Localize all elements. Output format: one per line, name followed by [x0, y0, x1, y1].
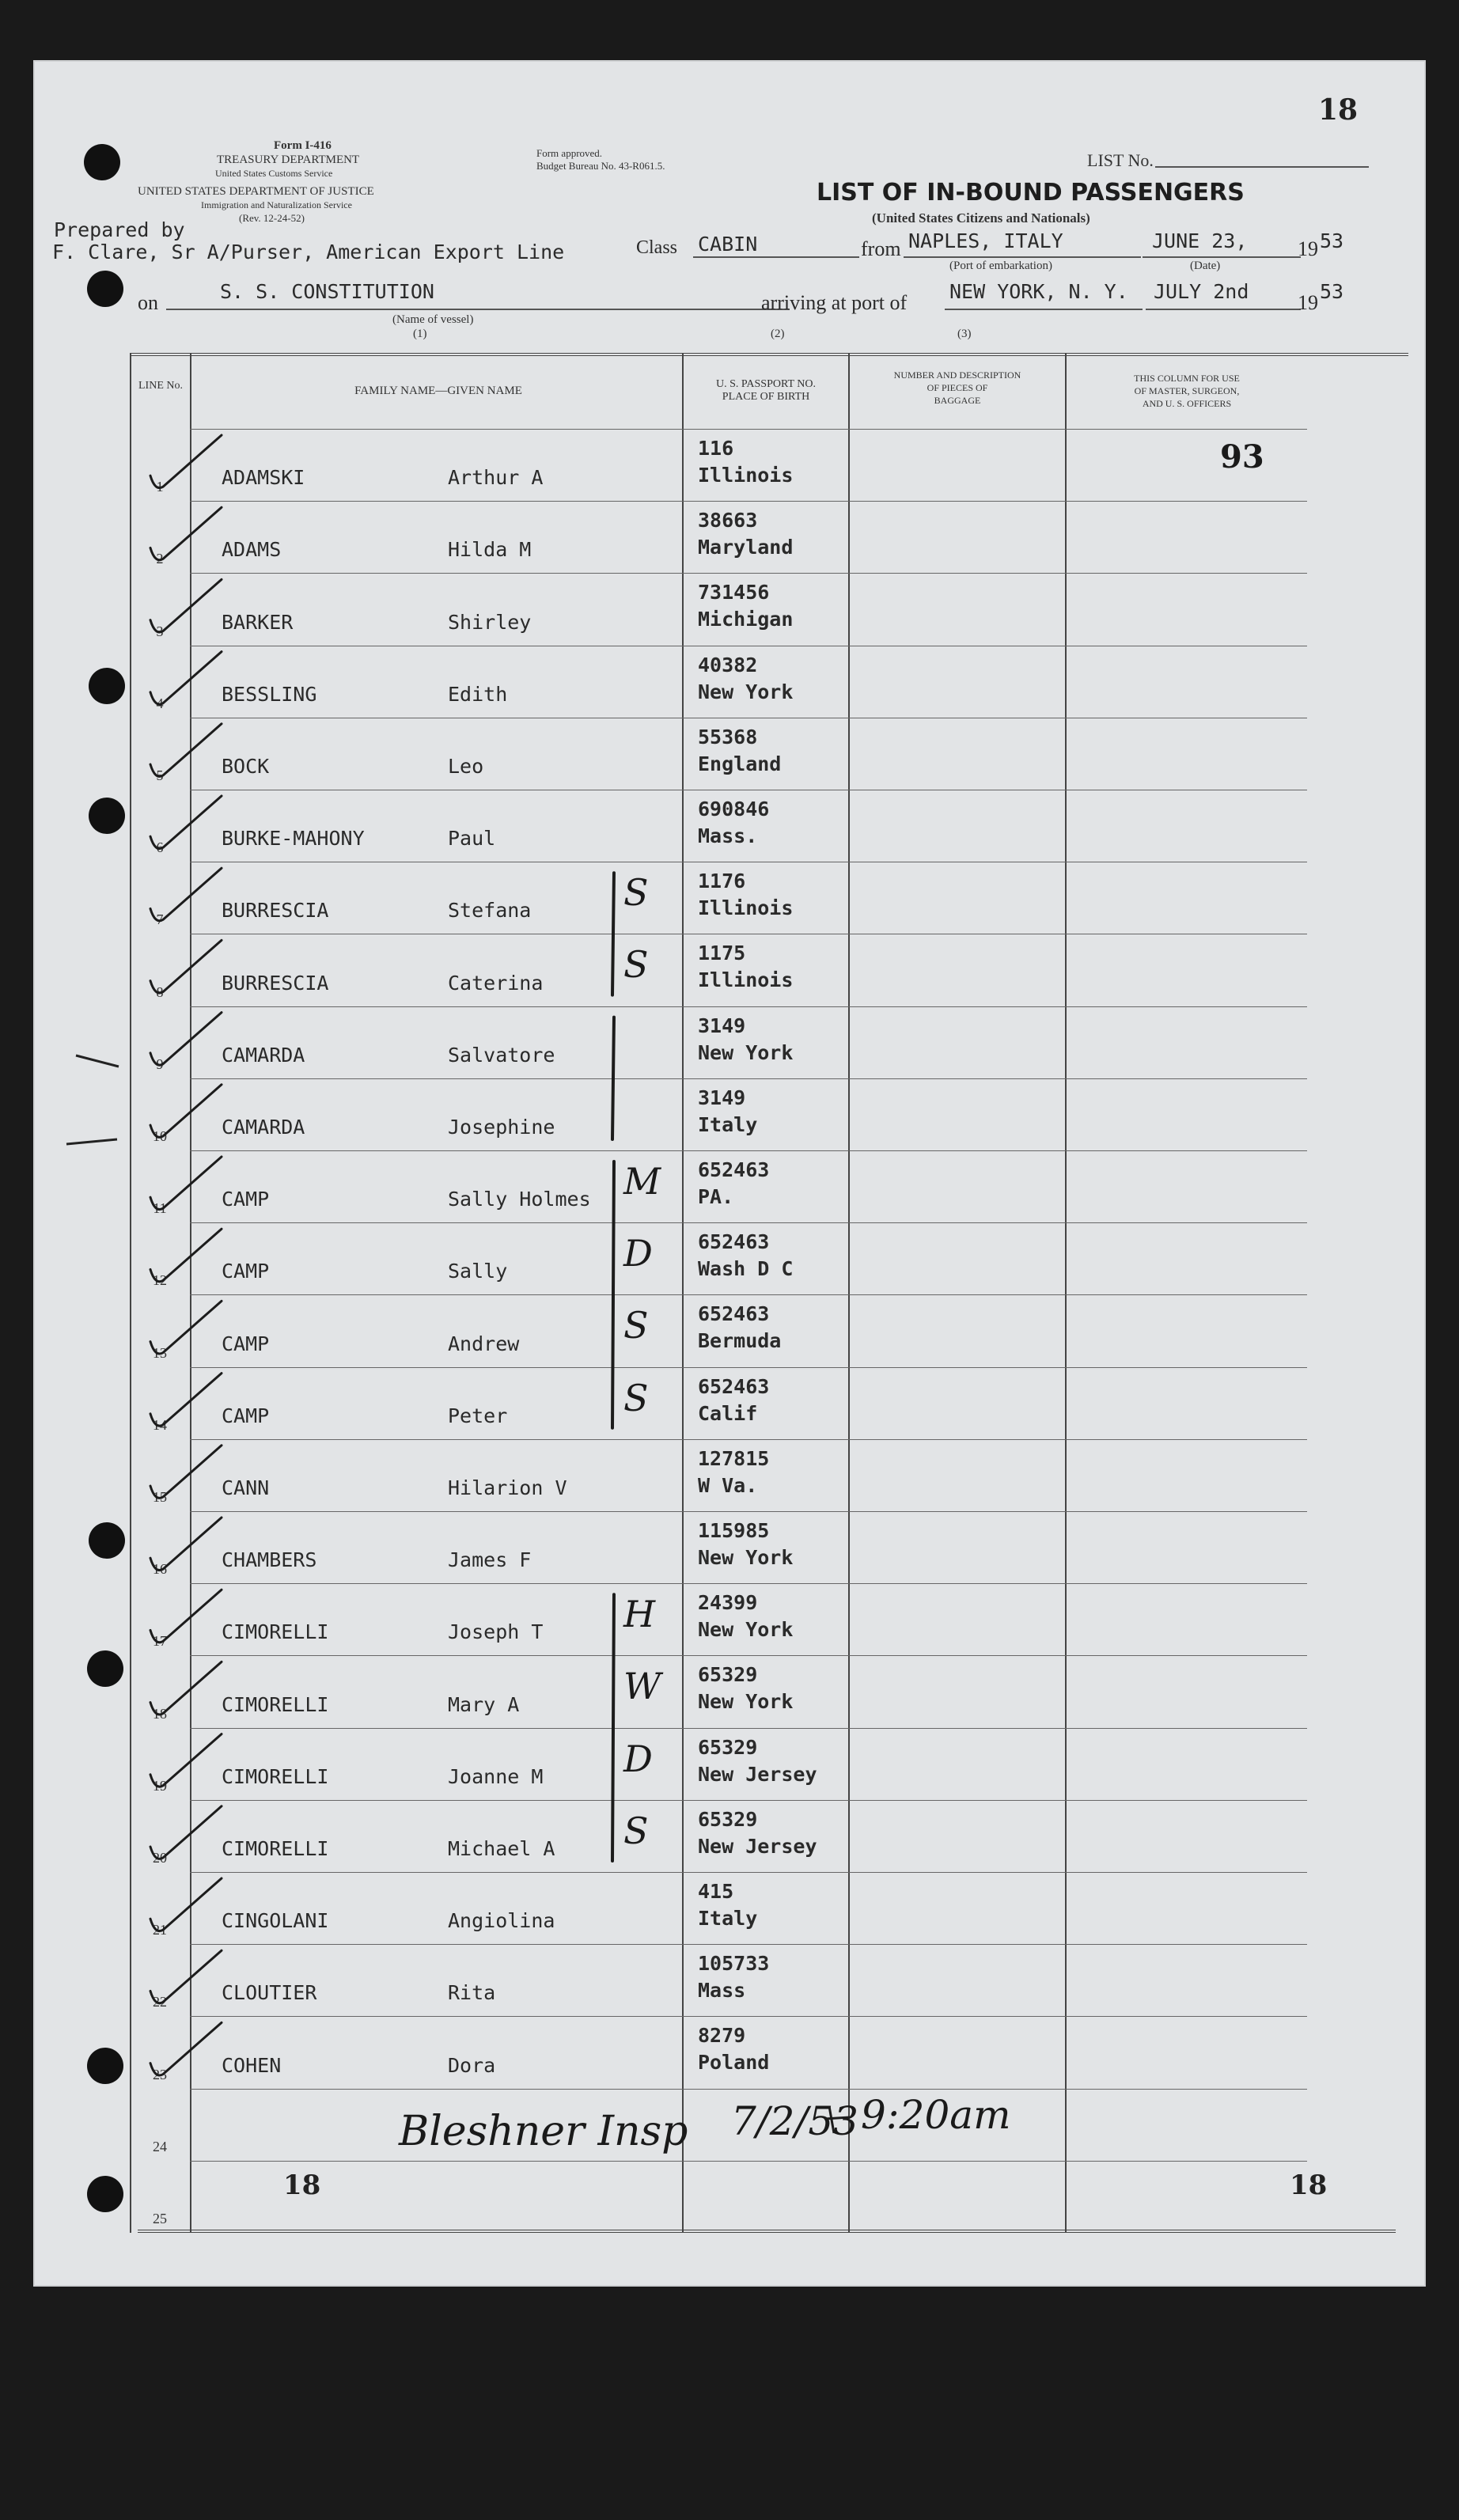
year-suffix: 53 — [1320, 229, 1344, 252]
given-name: Sally — [448, 1260, 508, 1283]
departure-date: JUNE 23, — [1152, 229, 1248, 252]
given-name: Angiolina — [448, 1909, 555, 1933]
place-of-birth: Italy — [698, 1907, 758, 1930]
passport-number: 115985 — [698, 1519, 770, 1542]
line-number: 12 — [153, 1272, 167, 1289]
col-line-no: LINE No. — [138, 380, 183, 392]
form-subtitle: (United States Citizens and Nationals) — [872, 210, 1090, 225]
given-name: Rita — [448, 1981, 496, 2005]
place-of-birth: Illinois — [698, 968, 794, 992]
col-baggage-1: NUMBER AND DESCRIPTION — [893, 369, 1021, 381]
line-number: 4 — [156, 695, 164, 711]
line-number: 17 — [153, 1633, 167, 1650]
passport-number: 3149 — [698, 1014, 746, 1037]
col-passport-2: PLACE OF BIRTH — [722, 391, 810, 403]
family-name: CAMARDA — [222, 1115, 305, 1139]
line-number: 23 — [153, 2066, 167, 2082]
given-name: Andrew — [448, 1332, 520, 1355]
table-row — [35, 2016, 1424, 2088]
place-of-birth: New York — [698, 1618, 794, 1642]
line-number: 5 — [156, 767, 164, 783]
vessel-caption: (Name of vessel) — [392, 313, 474, 326]
family-name: ADAMS — [222, 538, 282, 562]
line-number: 7 — [156, 911, 164, 928]
class-value: CABIN — [698, 233, 758, 256]
from-label: from — [861, 237, 901, 260]
table-row — [35, 1439, 1424, 1511]
given-name: Joseph T — [448, 1620, 544, 1644]
table-row — [35, 429, 1424, 501]
arriving-label: arriving at port of — [761, 291, 908, 314]
table-row — [35, 1655, 1424, 1727]
place-of-birth: Wash D C — [698, 1257, 794, 1281]
family-name: CAMP — [222, 1404, 270, 1427]
table-row — [35, 1222, 1424, 1294]
passport-number: 8279 — [698, 2024, 746, 2048]
family-relation-mark: S — [623, 1376, 649, 1419]
table-row — [35, 1872, 1424, 1944]
given-name: Hilda M — [448, 538, 532, 562]
place-of-birth: New York — [698, 680, 794, 703]
place-of-birth: Calif — [698, 1401, 758, 1425]
passport-number: 652463 — [698, 1230, 770, 1254]
place-of-birth: Bermuda — [698, 1329, 782, 1353]
passport-number: 652463 — [698, 1374, 770, 1398]
table-row — [35, 1150, 1424, 1222]
line-number: 18 — [153, 1705, 167, 1722]
family-relation-mark: S — [623, 871, 649, 915]
passport-number: 1176 — [698, 870, 746, 893]
given-name: Arthur A — [448, 466, 544, 490]
given-name: Mary A — [448, 1692, 520, 1716]
inspector-signature: Bleshner Insp — [399, 2108, 688, 2155]
place-of-birth: New Jersey — [698, 1762, 817, 1786]
caption-3: (3) — [957, 328, 972, 340]
col-officers-3: AND U. S. OFFICERS — [1142, 398, 1232, 409]
line-number: 24 — [153, 2138, 167, 2154]
given-name: Sally Holmes — [448, 1188, 591, 1211]
manifest-page — [35, 62, 1424, 2285]
place-of-birth: New York — [698, 1040, 794, 1064]
family-relation-mark: S — [623, 1304, 649, 1347]
family-name: CINGOLANI — [222, 1909, 329, 1933]
table-row — [35, 1944, 1424, 2016]
passport-number: 652463 — [698, 1158, 770, 1181]
family-relation-mark: M — [623, 1160, 661, 1203]
agency-justice: UNITED STATES DEPARTMENT OF JUSTICE — [138, 185, 374, 198]
family-name: CAMP — [222, 1188, 270, 1211]
place-of-birth: Mass. — [698, 824, 758, 847]
family-name: CHAMBERS — [222, 1548, 317, 1572]
passport-number: 690846 — [698, 798, 770, 820]
line-number: 2 — [156, 551, 164, 567]
form-title: LIST OF IN-BOUND PASSENGERS — [817, 179, 1245, 207]
arrival-port: NEW YORK, N. Y. — [949, 280, 1128, 303]
passport-number: 415 — [698, 1880, 734, 1903]
table-row — [35, 790, 1424, 862]
given-name: Leo — [448, 754, 484, 778]
passport-number: 116 — [698, 437, 734, 460]
passport-number: 40382 — [698, 653, 758, 676]
place-of-birth: Illinois — [698, 896, 794, 920]
prepared-by: F. Clare, Sr A/Purser, American Export Line — [52, 241, 565, 263]
caption-2: (2) — [771, 328, 785, 340]
line-number: 19 — [153, 1777, 167, 1794]
passport-number: 127815 — [698, 1446, 770, 1470]
given-name: James F — [448, 1548, 532, 1572]
family-relation-mark: S — [623, 1809, 649, 1852]
given-name: Michael A — [448, 1836, 555, 1860]
form-approved: Form approved. — [536, 147, 603, 159]
passport-number: 1175 — [698, 942, 746, 965]
family-name: CLOUTIER — [222, 1981, 317, 2005]
line-number: 10 — [153, 1127, 167, 1144]
line-number: 16 — [153, 1561, 167, 1578]
family-name: CAMP — [222, 1260, 270, 1283]
family-name: CIMORELLI — [222, 1620, 329, 1644]
passport-number: 652463 — [698, 1302, 770, 1326]
given-name: Hilarion V — [448, 1476, 567, 1499]
family-name: BURRESCIA — [222, 971, 329, 995]
place-of-birth: Italy — [698, 1112, 758, 1136]
passenger-table — [35, 62, 1424, 2285]
family-name: CAMARDA — [222, 1043, 305, 1067]
given-name: Paul — [448, 827, 496, 851]
line-number: 21 — [153, 1922, 167, 1938]
place-of-birth: Illinois — [698, 464, 794, 487]
inspection-date: 7/2/53 — [731, 2098, 858, 2144]
date-caption: (Date) — [1190, 260, 1221, 272]
given-name: Dora — [448, 2053, 496, 2077]
given-name: Shirley — [448, 610, 532, 634]
col-passport-1: U. S. PASSPORT NO. — [716, 378, 816, 390]
table-row — [35, 1078, 1424, 1150]
prepared-by-label: Prepared by — [54, 218, 185, 241]
given-name: Caterina — [448, 971, 544, 995]
table-row — [35, 1006, 1424, 1078]
given-name: Josephine — [448, 1115, 555, 1139]
line-number: 9 — [156, 1055, 164, 1072]
family-name: BESSLING — [222, 682, 317, 706]
arrival-year-suffix: 53 — [1320, 280, 1344, 303]
arrival-year-prefix: 19 — [1298, 291, 1318, 314]
given-name: Peter — [448, 1404, 508, 1427]
col-officers-1: THIS COLUMN FOR USE — [1134, 373, 1240, 384]
family-relation-mark: D — [623, 1232, 653, 1275]
line-number: 11 — [153, 1200, 167, 1217]
family-name: BURKE-MAHONY — [222, 827, 365, 851]
table-row — [35, 862, 1424, 934]
passport-number: 38663 — [698, 509, 758, 532]
passport-number: 731456 — [698, 581, 770, 604]
place-of-birth: W Va. — [698, 1473, 758, 1497]
form-revision: (Rev. 12-24-52) — [239, 212, 305, 224]
table-row — [35, 1728, 1424, 1800]
col-baggage-2: OF PIECES OF — [927, 382, 988, 393]
line-number: 20 — [153, 1849, 167, 1866]
family-relation-mark: H — [623, 1593, 656, 1636]
list-no-label: LIST No. — [1087, 150, 1154, 170]
given-name: Joanne M — [448, 1764, 544, 1788]
line-number: 1 — [156, 479, 164, 495]
place-of-birth: New York — [698, 1690, 794, 1714]
line-number: 3 — [156, 623, 164, 639]
table-row — [35, 934, 1424, 1006]
family-relation-mark: W — [623, 1665, 661, 1708]
place-of-birth: Mass — [698, 1979, 746, 2003]
table-row — [35, 2089, 1424, 2161]
year-prefix: 19 — [1298, 237, 1318, 260]
place-of-birth: England — [698, 752, 782, 775]
family-name: ADAMSKI — [222, 466, 305, 490]
family-relation-mark: D — [623, 1737, 653, 1780]
passport-number: 3149 — [698, 1086, 746, 1109]
total-left: 18 — [283, 2169, 321, 2201]
passport-number: 55368 — [698, 725, 758, 748]
family-name: CAMP — [222, 1332, 270, 1355]
table-row — [35, 1583, 1424, 1655]
on-label: on — [138, 291, 158, 314]
family-name: CIMORELLI — [222, 1836, 329, 1860]
table-row — [35, 1367, 1424, 1439]
passport-number: 65329 — [698, 1807, 758, 1831]
line-number: 14 — [153, 1416, 167, 1433]
family-name: BARKER — [222, 610, 294, 634]
given-name: Salvatore — [448, 1043, 555, 1067]
given-name: Edith — [448, 682, 508, 706]
family-name: CIMORELLI — [222, 1692, 329, 1716]
form-id: Form I-416 — [274, 139, 332, 152]
agency-treasury: TREASURY DEPARTMENT — [217, 153, 360, 166]
officer-note: 93 — [1220, 438, 1264, 476]
table-row — [35, 573, 1424, 645]
vessel-name: S. S. CONSTITUTION — [220, 280, 434, 303]
page-number: 18 — [1318, 93, 1359, 127]
family-name: CANN — [222, 1476, 270, 1499]
port-embark-caption: (Port of embarkation) — [949, 260, 1052, 272]
passport-number: 65329 — [698, 1735, 758, 1759]
line-number: 13 — [153, 1344, 167, 1361]
table-row — [35, 718, 1424, 790]
line-number: 25 — [153, 2210, 167, 2226]
family-name: BURRESCIA — [222, 899, 329, 923]
table-row — [35, 1800, 1424, 1872]
place-of-birth: New York — [698, 1546, 794, 1569]
given-name: Stefana — [448, 899, 532, 923]
place-of-birth: PA. — [698, 1185, 734, 1208]
family-name: BOCK — [222, 754, 270, 778]
port-of-embarkation: NAPLES, ITALY — [908, 229, 1063, 252]
table-row — [35, 1511, 1424, 1583]
table-row — [35, 1294, 1424, 1366]
family-name: CIMORELLI — [222, 1764, 329, 1788]
place-of-birth: New Jersey — [698, 1834, 817, 1858]
line-number: 6 — [156, 839, 164, 856]
table-row — [35, 501, 1424, 573]
budget-bureau: Budget Bureau No. 43-R061.5. — [536, 160, 665, 172]
col-officers-2: OF MASTER, SURGEON, — [1134, 385, 1240, 396]
place-of-birth: Maryland — [698, 536, 794, 559]
agency-ins: Immigration and Naturalization Service — [201, 199, 352, 210]
passport-number: 65329 — [698, 1663, 758, 1687]
table-row — [35, 2161, 1424, 2233]
passport-number: 24399 — [698, 1591, 758, 1615]
inspection-time: 9:20am — [861, 2092, 1011, 2138]
family-name: COHEN — [222, 2053, 282, 2077]
caption-1: (1) — [413, 328, 427, 340]
class-label: Class — [636, 237, 678, 258]
table-row — [35, 646, 1424, 718]
arrival-date: JULY 2nd — [1154, 280, 1249, 303]
place-of-birth: Poland — [698, 2051, 770, 2075]
col-name: FAMILY NAME—GIVEN NAME — [354, 385, 522, 397]
line-number: 22 — [153, 1994, 167, 2010]
total-right: 18 — [1290, 2169, 1328, 2201]
place-of-birth: Michigan — [698, 608, 794, 631]
agency-customs: United States Customs Service — [215, 168, 333, 179]
line-number: 8 — [156, 983, 164, 1000]
passport-number: 105733 — [698, 1952, 770, 1976]
family-relation-mark: S — [623, 943, 649, 987]
col-baggage-3: BAGGAGE — [934, 395, 981, 406]
line-number: 15 — [153, 1488, 167, 1505]
